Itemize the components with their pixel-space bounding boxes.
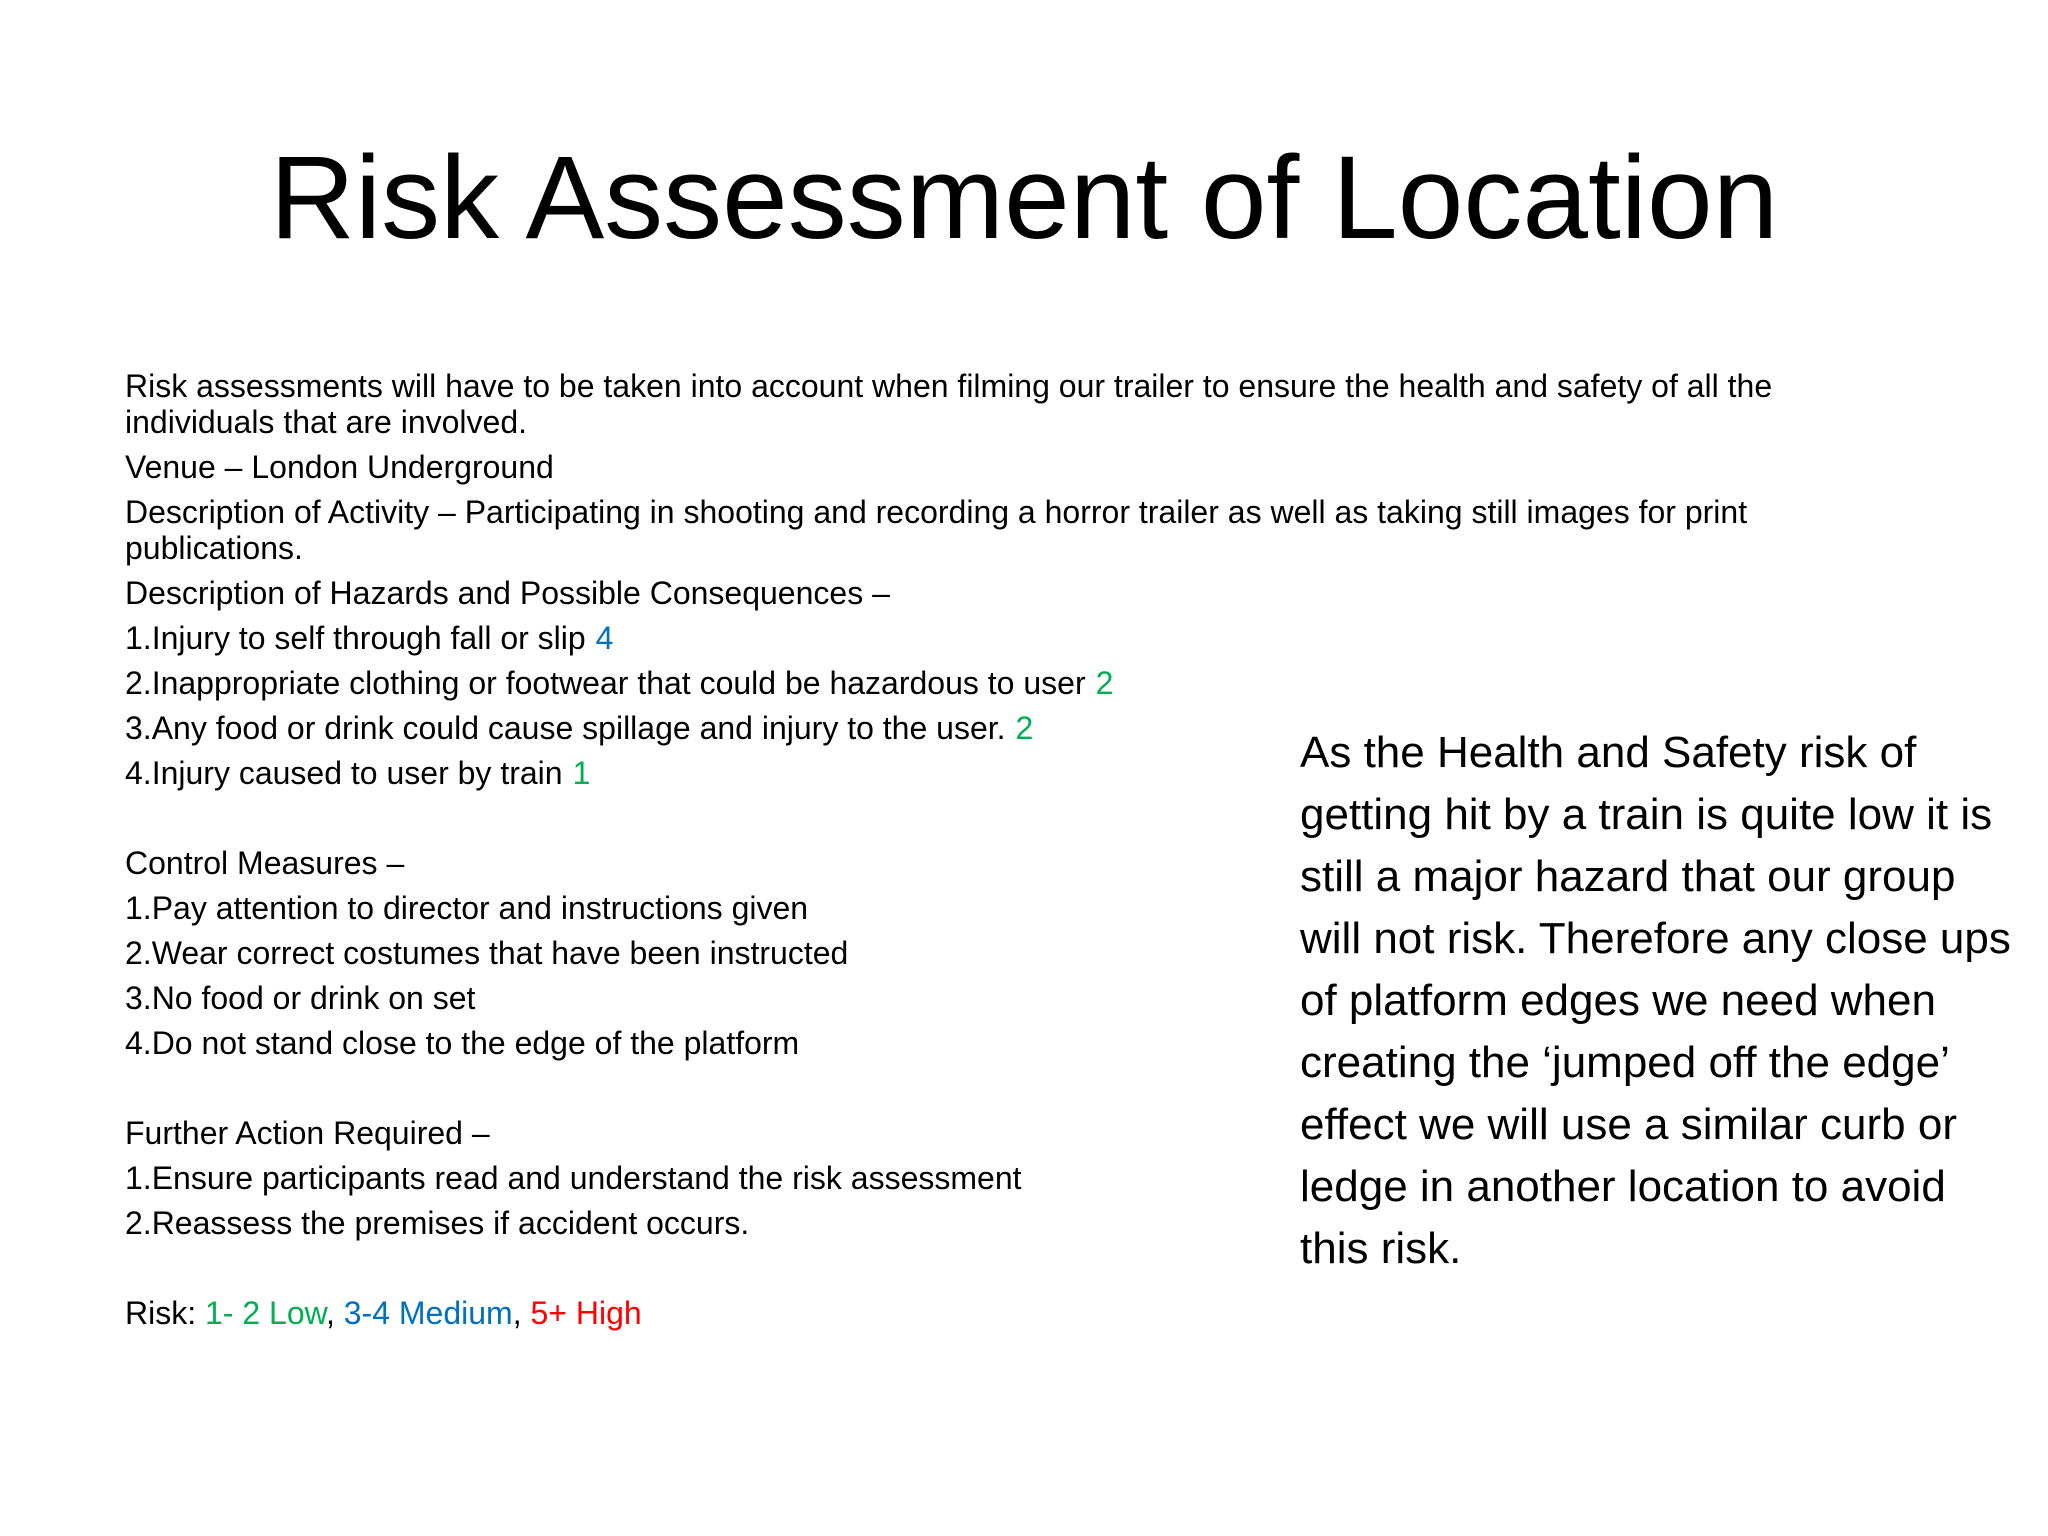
hazard-score: 4 — [595, 620, 614, 656]
hazard-score: 2 — [1095, 665, 1114, 701]
list-item: 2.Reassess the premises if accident occurs. — [125, 1205, 750, 1241]
hazards-heading: Description of Hazards and Possible Consequences – — [125, 575, 890, 611]
risk-key-low: 1- 2 Low — [205, 1295, 326, 1331]
hazard-text: 1.Injury to self through fall or slip — [125, 620, 586, 656]
list-item — [125, 620, 1925, 656]
risk-key-separator: , — [512, 1295, 531, 1331]
hazard-text: 4.Injury caused to user by train — [125, 755, 563, 791]
slide-title: Risk Assessment of Location — [269, 132, 1779, 264]
list-item: 2.Wear correct costumes that have been instructed — [125, 935, 849, 971]
hazard-text: 2.Inappropriate clothing or footwear that could be hazardous to user — [125, 665, 1086, 701]
control-heading: Control Measures – — [125, 845, 405, 881]
risk-key-medium: 3-4 Medium — [343, 1295, 513, 1331]
risk-key-label: Risk: — [125, 1295, 205, 1331]
risk-key-separator: , — [325, 1295, 344, 1331]
intro-text: Risk assessments will have to be taken into account when filming our trailer to ensure the health and safety of all the individuals that are involved. — [125, 368, 1773, 440]
list-item — [125, 665, 1925, 701]
risk-key-high: 5+ High — [530, 1295, 642, 1331]
venue-text: Venue – London Underground — [125, 449, 554, 485]
sidebar-note: As the Health and Safety risk of getting hit by a train is quite low it is still a major hazard that our group will not risk. Therefore any close ups of platform edges we need when creating the ‘jumped off the edge’ effect we will use a similar curb or ledge in another location to avoid this risk. — [1300, 728, 2011, 1273]
activity-text: Description of Activity – Participating in shooting and recording a horror trailer as well as taking still images for print publications. — [125, 494, 1748, 566]
risk-key — [125, 1295, 1925, 1331]
list-item: 4.Do not stand close to the edge of the platform — [125, 1025, 800, 1061]
list-item: 1.Pay attention to director and instructions given — [125, 890, 809, 926]
further-heading: Further Action Required – — [125, 1115, 490, 1151]
hazard-score: 2 — [1015, 710, 1034, 746]
list-item: 1.Ensure participants read and understand the risk assessment — [125, 1160, 1022, 1196]
list-item: 3.No food or drink on set — [125, 980, 476, 1016]
hazard-text: 3.Any food or drink could cause spillage and injury to the user. — [125, 710, 1006, 746]
hazard-score: 1 — [572, 755, 591, 791]
